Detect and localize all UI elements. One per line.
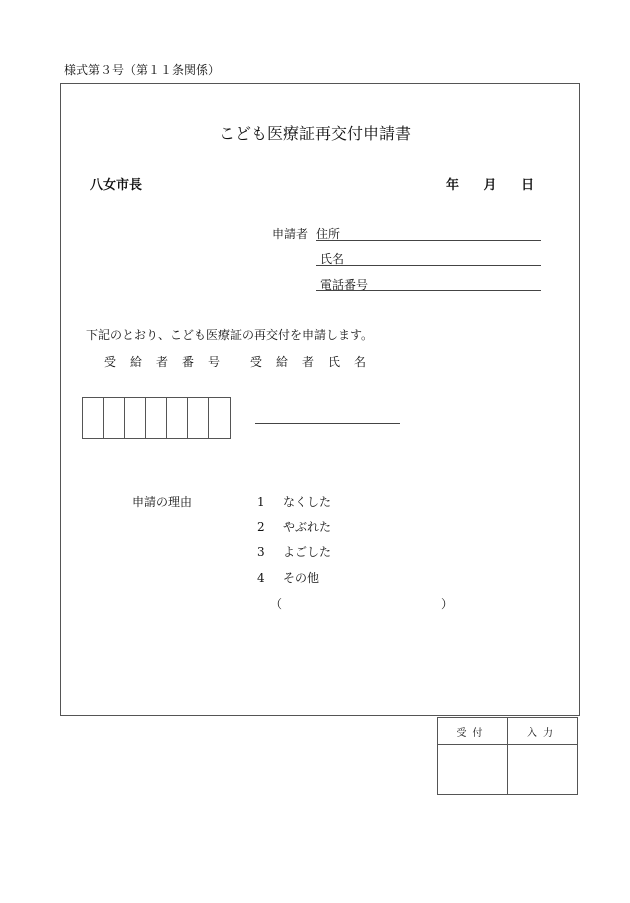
form-number-label: 様式第３号（第１１条関係） — [64, 63, 221, 77]
reason-option-other[interactable] — [257, 569, 319, 586]
other-reason-paren-close: ） — [441, 597, 454, 611]
date-month-label: 月 — [483, 178, 497, 193]
reason-text: その他 — [283, 571, 320, 585]
applicant-label: 申請者 — [272, 227, 309, 241]
name-label: 氏名 — [320, 252, 345, 266]
reason-number: 2 — [257, 520, 265, 534]
office-stamp-table — [437, 717, 578, 795]
address-field[interactable] — [316, 240, 541, 241]
reason-option-torn[interactable] — [257, 518, 331, 535]
recipient-number-label: 受給者番号 — [104, 355, 235, 369]
other-reason-paren-open: （ — [270, 597, 283, 611]
input-stamp-cell — [508, 745, 578, 795]
reason-number: 3 — [257, 545, 265, 559]
reason-text: なくした — [283, 495, 332, 509]
number-digit-box[interactable] — [188, 398, 209, 438]
name-field[interactable] — [316, 265, 541, 266]
phone-field[interactable] — [316, 290, 541, 291]
received-stamp-cell — [438, 745, 508, 795]
number-digit-box[interactable] — [209, 398, 230, 438]
reason-number: 1 — [257, 495, 265, 509]
reason-label: 申請の理由 — [132, 495, 193, 509]
recipient-number-boxes[interactable] — [82, 397, 231, 439]
addressee: 八女市長 — [90, 178, 143, 193]
reason-number: 4 — [257, 571, 265, 585]
number-digit-box[interactable] — [167, 398, 188, 438]
phone-label: 電話番号 — [320, 278, 369, 292]
application-statement: 下記のとおり、こども医療証の再交付を申請します。 — [86, 328, 374, 342]
received-header: 受付 — [438, 718, 508, 745]
recipient-name-field[interactable] — [255, 423, 400, 424]
number-digit-box[interactable] — [104, 398, 125, 438]
reason-text: やぶれた — [283, 520, 332, 534]
address-label: 住所 — [316, 227, 341, 241]
number-digit-box[interactable] — [125, 398, 146, 438]
form-title: こども医療証再交付申請書 — [218, 124, 411, 143]
number-digit-box[interactable] — [83, 398, 104, 438]
date-year-label: 年 — [446, 178, 460, 193]
recipient-name-label: 受給者氏名 — [250, 355, 381, 369]
reason-option-soiled[interactable] — [257, 543, 331, 560]
date-day-label: 日 — [521, 178, 535, 193]
date-row — [446, 174, 534, 193]
input-header: 入力 — [508, 718, 578, 745]
other-reason-field[interactable] — [283, 595, 441, 611]
number-digit-box[interactable] — [146, 398, 167, 438]
reason-option-lost[interactable] — [257, 493, 331, 510]
reason-text: よごした — [283, 545, 332, 559]
